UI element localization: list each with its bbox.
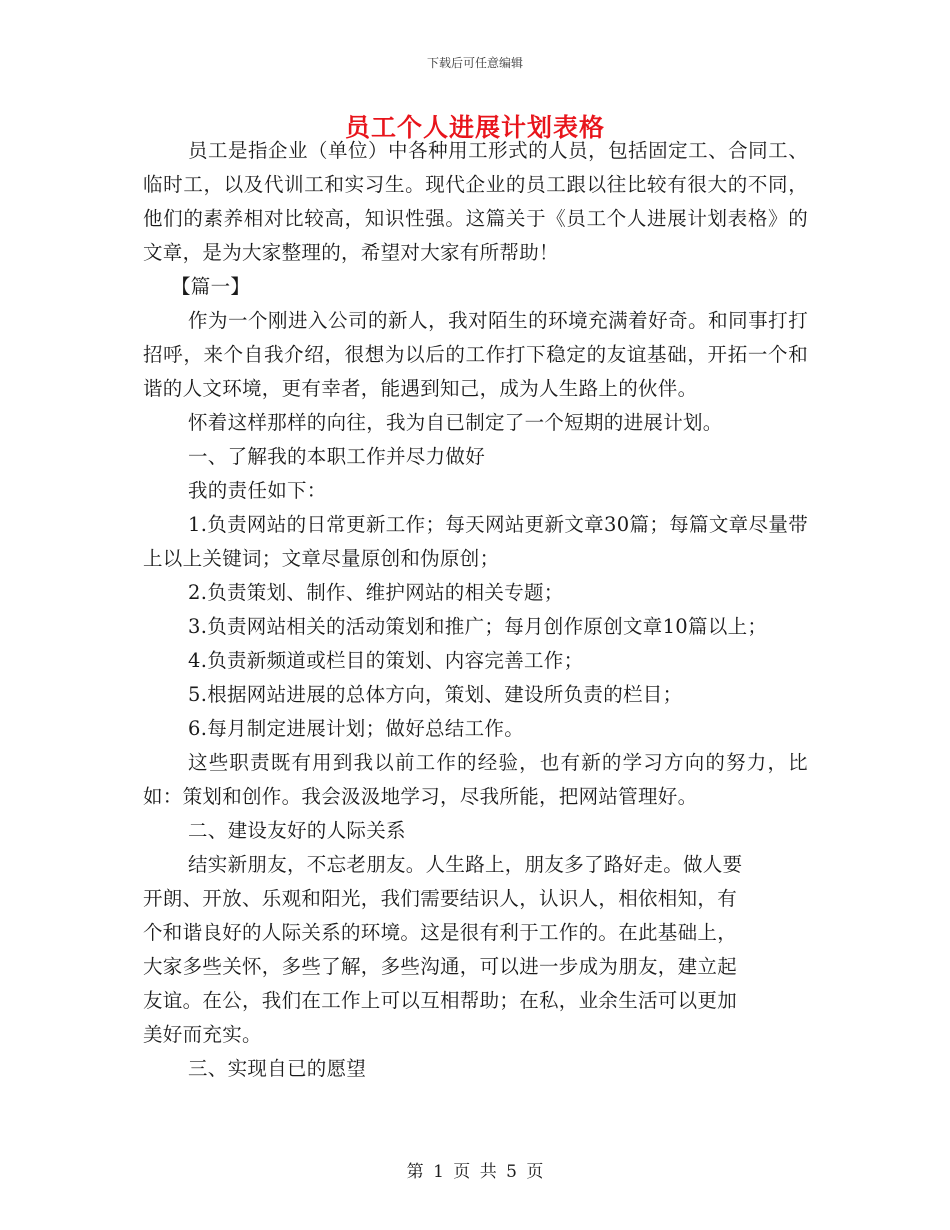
section-tag: 【篇一】	[171, 275, 251, 298]
document-title: 员工个人进展计划表格	[344, 113, 605, 142]
section-heading: 一、了解我的本职工作并尽力做好	[188, 445, 486, 468]
section-heading: 三、实现自已的愿望	[188, 1057, 367, 1080]
body-paragraph: 我的责任如下：	[188, 479, 327, 502]
list-item: 6.每月制定进展计划；做好总结工作。	[188, 717, 525, 740]
list-item: 4.负责新频道或栏目的策划、内容完善工作；	[188, 649, 584, 672]
body-paragraph: 怀着这样那样的向往，我为自已制定了一个短期的进展计划。	[188, 411, 723, 434]
list-item: 5.根据网站进展的总体方向，策划、建设所负责的栏目；	[188, 683, 683, 706]
header-note: 下载后可任意编辑	[426, 56, 523, 70]
intro-paragraph: 员工是指企业（单位）中各种用工形式的人员，包括固定工、合同工、临时工，以及代训工和实习生。现代企业的员工跟以往比较有很大的不同，他们的素养相对比较高，知识性强。这篇关于《员工个人进展计划表格》的文章，是为大家整理的，希望对大家有所帮助！	[143, 139, 808, 264]
body-paragraph: 作为一个刚进入公司的新人，我对陌生的环境充满着好奇。和同事打打招呼，来个自我介绍，很想为以后的工作打下稳定的友谊基础，开拓一个和谐的人文环境，更有幸者，能遇到知己，成为人生路上的伙伴。	[143, 309, 808, 400]
document-body	[143, 134, 808, 1086]
body-paragraph: 这些职责既有用到我以前工作的经验，也有新的学习方向的努力，比如：策划和创作。我会汲汲地学习，尽我所能，把网站管理好。	[143, 751, 808, 808]
body-paragraph: 结实新朋友，不忘老朋友。人生路上，朋友多了路好走。做人要 开朗、开放、乐观和阳光，我们需要结识人，认识人，相依相知，有 个和谐良好的人际关系的环境。这是很有利于工作的。在此基础上， 大家多些关怀，多些了解，多些沟通，可以进一步成为朋友，建立起 友谊。在公，我们在工作上可以互相帮助；在私，业余生活可以更加 美好而充实。	[143, 853, 743, 1046]
list-item: 1.负责网站的日常更新工作；每天网站更新文章30篇；每篇文章尽量带上以上关键词；文章尽量原创和伪原创；	[143, 513, 808, 570]
list-item: 2.负责策划、制作、维护网站的相关专题；	[188, 581, 564, 604]
list-item: 3.负责网站相关的活动策划和推广；每月创作原创文章10篇以上；	[188, 615, 768, 638]
page-footer: 第 1 页 共 5 页	[406, 1162, 544, 1182]
section-heading: 二、建设友好的人际关系	[188, 819, 406, 842]
